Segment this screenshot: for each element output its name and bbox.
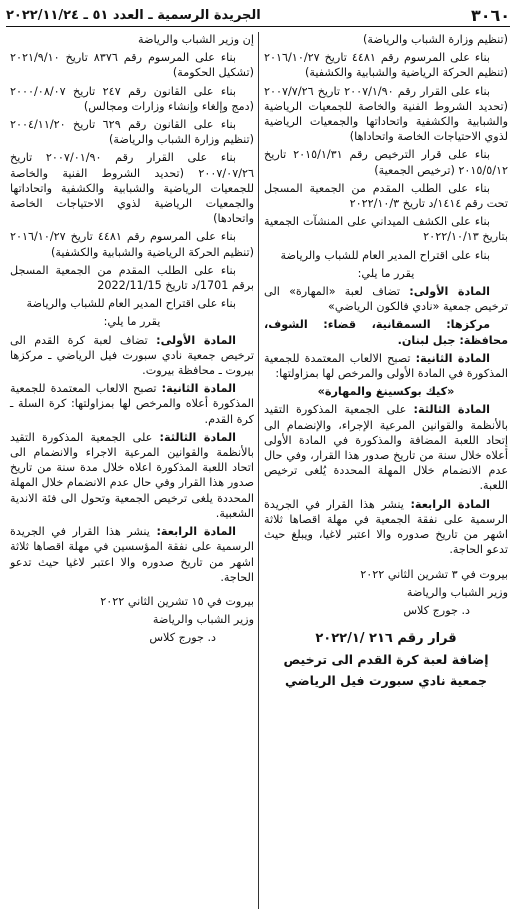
signing-date: بيروت في ٣ تشرين الثاني ٢٠٢٢ bbox=[360, 567, 508, 581]
article-1 bbox=[10, 333, 254, 379]
article-1-location: مركزها: السمقانية، قضاء: الشوف، محافظة: جبل لبنان. bbox=[264, 318, 508, 347]
article-1 bbox=[264, 284, 508, 314]
decision-subject-line-1: إضافة لعبة كرة القدم الى ترخيص bbox=[283, 652, 489, 668]
decides-heading: يقرر ما يلي: bbox=[357, 266, 415, 280]
minister-intro: إن وزير الشباب والرياضة bbox=[137, 33, 254, 46]
preamble-item: بناء على القرار رقم ٢٠٠٧/١/٩٠ تاريخ ٢٠٠٧/٧/٢٦ (تحديد الشروط الفنية والخاصة للجمعيات الرياضية والشبابية والكشفية واتحاداتها والجمعيات الرياضية لذوي الاحتياجات الخاصة واتحاداها) bbox=[264, 84, 508, 144]
minister-title: وزير الشباب والرياضة bbox=[406, 585, 508, 599]
column-divider bbox=[258, 32, 259, 909]
article-1-text: تضاف لعبة «المهارة» الى ترخيص جمعية «نادي فالكون الرياضي» bbox=[264, 285, 508, 314]
preamble-item: بناء على الكشف الميداني على المنشآت الجمعية بتاريخ ٢٠٢٢/١٠/١٣ bbox=[264, 215, 508, 244]
preamble-item: بناء على اقتراح المدير العام للشباب والرياضة bbox=[280, 248, 490, 262]
article-2-label: المادة الثانية: bbox=[161, 382, 236, 396]
article-1-text: تضاف لعبة كرة القدم الى ترخيص جمعية نادي سبورت فيل الرياضي ـ مركزها بيروت ـ محافظة بيروت. bbox=[10, 333, 254, 378]
article-3-text: على الجمعية المذكورة التقيد بالأنظمة والقوانين المرعية الاجراء والانضمام الى اتحاد اللعبة المذكورة اعلاه خلال مدة سنة من تاريخ صدور هذا القرار وفي حال عدم الانضمام خلال المهلة المحددة يلغى ترخيص الجمعية وتحول الى فئة الاندية الشعبية. bbox=[10, 430, 254, 520]
decision-number: قرار رقم ٢١٦ /٢٠٢٢/١ bbox=[315, 631, 457, 647]
minister-title: وزير الشباب والرياضة bbox=[152, 613, 254, 627]
article-1-label: المادة الأولى: bbox=[156, 333, 237, 347]
article-4 bbox=[264, 497, 508, 558]
article-4-label: المادة الرابعة: bbox=[156, 525, 236, 539]
preamble-item: بناء على القانون رقم ٢٤٧ تاريخ ٢٠٠٠/٠٨/٠٧ (دمج وإلغاء وإنشاء وزارات ومجالس) bbox=[10, 84, 254, 113]
article-2 bbox=[264, 351, 508, 381]
preamble-item: (تنظيم وزارة الشباب والرياضة) bbox=[363, 33, 508, 46]
article-2-label: المادة الثانية: bbox=[415, 351, 490, 365]
article-2-games: «كيك بوكسينغ والمهارة» bbox=[317, 385, 455, 399]
article-3-label: المادة الثالثة: bbox=[159, 430, 236, 444]
article-4-label: المادة الرابعة: bbox=[410, 497, 490, 511]
preamble-item: بناء على القانون رقم ٦٢٩ تاريخ ٢٠٠٤/١١/٢٠ (تنظيم وزارة الشباب والرياضة) bbox=[10, 118, 254, 147]
article-3 bbox=[10, 430, 254, 521]
preamble-item: بناء على المرسوم رقم ٨٣٧٦ تاريخ ٢٠٢١/٩/١٠ (تشكيل الحكومة) bbox=[10, 51, 254, 80]
preamble-item: بناء على المرسوم رقم ٤٤٨١ تاريخ ٢٠١٦/١٠/٢٧ (تنظيم الحركة الرياضية والشبابية والكشفية) bbox=[10, 230, 254, 259]
article-2-text: تصبح الالعاب المعتمدة للجمعية المذكورة في المادة الأولى والمرخص لها بمزاولتها: bbox=[264, 351, 508, 381]
decides-heading: يقرر ما يلي: bbox=[103, 315, 161, 329]
gazette-title: الجريدة الرسمية ـ العدد ٥١ ـ ٢٠٢٢/١١/٢٤ bbox=[6, 7, 261, 23]
signing-date: بيروت في ١٥ تشرين الثاني ٢٠٢٢ bbox=[100, 594, 254, 608]
preamble-item: بناء على اقتراح المدير العام للشباب والرياضة bbox=[26, 297, 236, 311]
article-3-label: المادة الثالثة: bbox=[413, 403, 490, 417]
article-1-label: المادة الأولى: bbox=[409, 285, 491, 299]
preamble-item: بناء على الطلب المقدم من الجمعية المسجل تحت رقم ١٤١٤/د تاريخ ٢٠٢٢/١٠/٣ bbox=[264, 181, 508, 211]
left-column bbox=[10, 32, 254, 649]
minister-name: د. جورج كلاس bbox=[149, 631, 216, 645]
article-4 bbox=[10, 524, 254, 585]
minister-name: د. جورج كلاس bbox=[403, 603, 470, 617]
article-3 bbox=[264, 402, 508, 493]
preamble-item: بناء على قرار الترخيص رقم ٢٠١٥/١/٣١ تاريخ ٢٠١٥/٥/١٢ (ترخيص الجمعية) bbox=[264, 148, 508, 177]
decision-subject-line-2: جمعية نادي سبورت فيل الرياضي bbox=[284, 673, 488, 689]
preamble-item: بناء على الطلب المقدم من الجمعية المسجل برقم 1701/د تاريخ 2022/11/15 bbox=[10, 263, 254, 293]
article-2 bbox=[10, 381, 254, 427]
right-column bbox=[264, 32, 508, 691]
article-4-text: ينشر هذا القرار في الجريدة الرسمية على نفقة الجمعية في مهلة اقصاها ثلاثة اشهر من تاريخ صدوره والا اعتبر لاغيا، ويبلغ حيث تدعو الحاجة. bbox=[264, 497, 508, 557]
article-2-text: تصبح الالعاب المعتمدة للجمعية المذكورة أعلاه والمرخص لها بمزاولتها: كرة السلة ـ كرة القدم. bbox=[10, 382, 254, 426]
article-4-text: ينشر هذا القرار في الجريدة الرسمية على نفقة المؤسسين في مهلة اقصاها ثلاثة اشهر من تاريخ صدوره والا اعتبر لاغيا حيث تدعو الحاجة. bbox=[10, 525, 254, 584]
page-header bbox=[6, 4, 510, 27]
decision-heading bbox=[264, 628, 508, 691]
preamble-item: بناء على القرار رقم ٢٠٠٧/٠١/٩٠ تاريخ ٢٠٠٧/٠٧/٢٦ (تحديد الشروط الفنية والخاصة للجمعيات الرياضية والشبابية والكشفية واتحاداتها والجمعيات الرياضية لذوي الاحتياجات الخاصة واتحادها) bbox=[10, 151, 254, 226]
page-number: ٣٠٦٠ bbox=[470, 5, 510, 25]
article-3-text: على الجمعية المذكورة التقيد بالأنظمة والقوانين المرعية الإجراء، والإنضمام الى إتحاد اللعبة المضافة والمذكورة في المادة الأولى أعلاه خلال سنة من تاريخ صدور هذا القرار، وفي حال عدم الانضمام خلال المهلة المحددة يُلغى ترخيص اللعبة. bbox=[264, 403, 508, 493]
preamble-item: بناء على المرسوم رقم ٤٤٨١ تاريخ ٢٠١٦/١٠/٢٧ (تنظيم الحركة الرياضية والشبابية والكشفية) bbox=[264, 51, 508, 80]
